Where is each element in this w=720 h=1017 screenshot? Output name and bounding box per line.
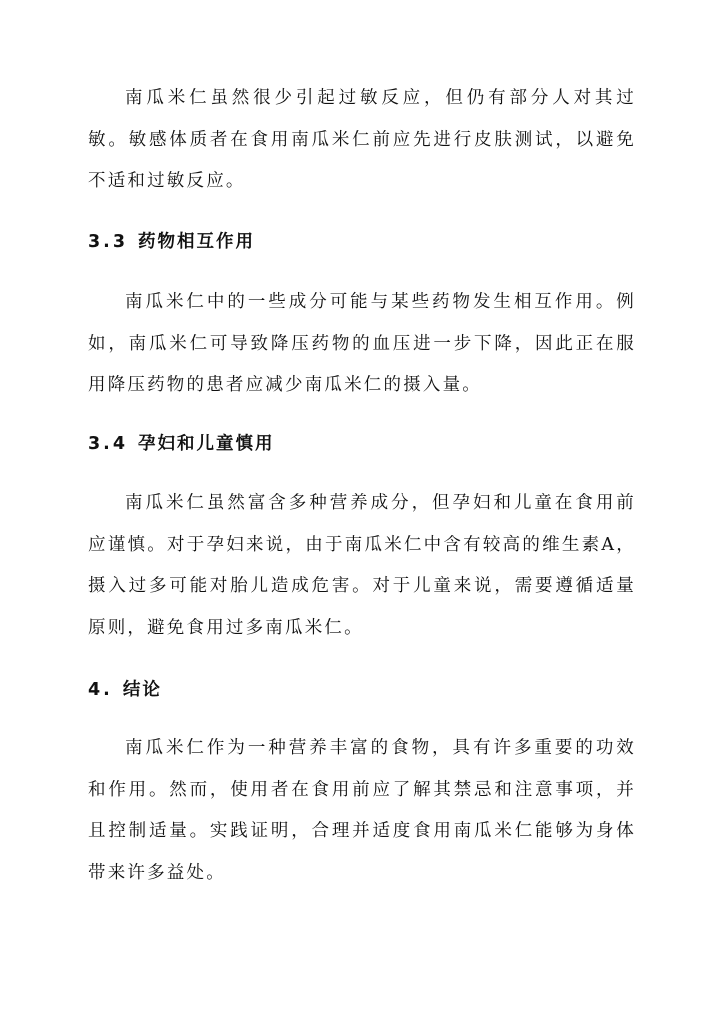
- section-heading-4: [88, 676, 636, 704]
- section-number: 3.4: [88, 434, 129, 454]
- section-number: 3.3: [88, 232, 129, 252]
- paragraph-drug-interaction: 南瓜米仁中的一些成分可能与某些药物发生相互作用。例如，南瓜米仁可导致降压药物的血压进一步下降，因此正在服用降压药物的患者应减少南瓜米仁的摄入量。: [88, 292, 636, 395]
- section-title: 结论: [122, 680, 162, 700]
- section-title: 孕妇和儿童慎用: [138, 434, 275, 454]
- section-number: 4.: [88, 680, 113, 700]
- paragraph-pregnancy-children: 南瓜米仁虽然富含多种营养成分，但孕妇和儿童在食用前应谨慎。对于孕妇来说，由于南瓜米仁中含有较高的维生素A，摄入过多可能对胎儿造成危害。对于儿童来说，需要遵循适量原则，避免食用过多南瓜米仁。: [88, 493, 636, 638]
- section-heading-3-3: [88, 228, 636, 256]
- section-title: 药物相互作用: [138, 232, 256, 252]
- paragraph-allergy: 南瓜米仁虽然很少引起过敏反应，但仍有部分人对其过敏。敏感体质者在食用南瓜米仁前应先进行皮肤测试，以避免不适和过敏反应。: [88, 88, 636, 191]
- paragraph-conclusion: 南瓜米仁作为一种营养丰富的食物，具有许多重要的功效和作用。然而，使用者在食用前应了解其禁忌和注意事项，并且控制适量。实践证明，合理并适度食用南瓜米仁能够为身体带来许多益处。: [88, 738, 636, 883]
- section-heading-3-4: [88, 430, 636, 458]
